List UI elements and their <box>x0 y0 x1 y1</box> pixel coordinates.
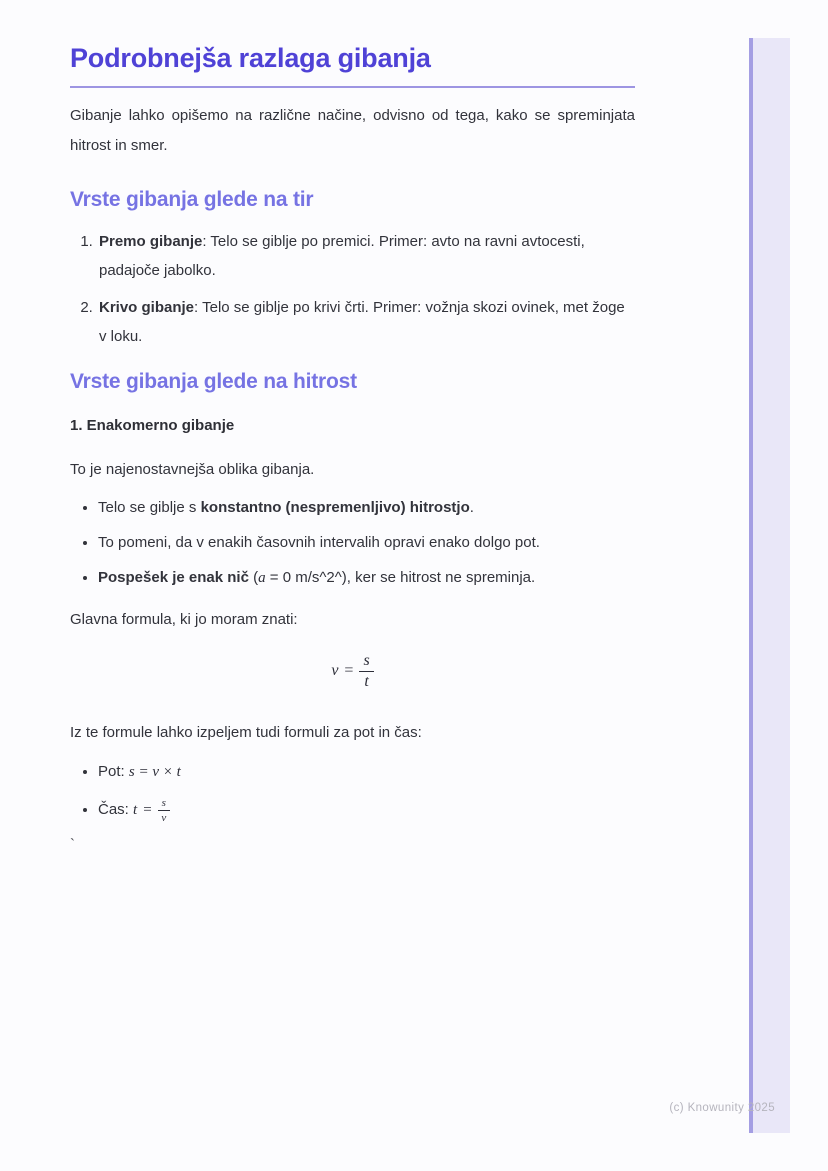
display-formula-v-s-t <box>70 652 635 690</box>
cas-formula <box>133 797 170 825</box>
fraction-s-over-v <box>158 797 170 824</box>
list-item-premo-term: Premo gibanje <box>99 233 203 250</box>
title-underline <box>70 86 635 88</box>
equals-sign: = <box>344 661 354 679</box>
bullet-cas-formula <box>98 797 635 824</box>
bullet-1-pre: Telo se giblje s <box>98 499 201 516</box>
right-accent-bar <box>749 38 790 1133</box>
fraction-denominator: t <box>364 672 369 690</box>
list-item-krivo <box>97 293 635 351</box>
list-item-krivo-term: Krivo gibanje <box>99 299 195 316</box>
bullet-1-post: . <box>469 499 474 516</box>
document-content <box>70 0 635 853</box>
bullet-1-bold: konstantno (nespremenljivo) hitrostjo <box>200 499 470 516</box>
bullet-pot-formula <box>98 761 635 783</box>
lead-paragraph: To je najenostavnejša oblika gibanja. <box>70 461 315 478</box>
tir-numbered-list <box>70 227 635 351</box>
bullet-3-rest: = 0 m/s^2^), ker se hitrost ne spreminja. <box>265 569 536 586</box>
list-item-premo-text: : Telo se giblje po premici. Primer: avto na ravni avtocesti, padajoče jabolko. <box>99 233 585 279</box>
bullet-enaki-intervali <box>98 533 635 553</box>
list-item-krivo-text: : Telo se giblje po krivi črti. Primer: vožnja skozi ovinek, met žoge v loku. <box>99 299 625 345</box>
fraction-numerator: s <box>359 652 373 672</box>
stray-backtick-character: ` <box>70 836 75 854</box>
intro-paragraph: Gibanje lahko opišemo na različne načine, odvisno od tega, kako se spreminjata hitrost in smer. <box>70 107 635 154</box>
list-item-premo <box>97 227 635 285</box>
math-var-a: a <box>258 570 266 586</box>
footer-copyright: (c) Knowunity 2025 <box>669 1102 775 1114</box>
cas-lhs: t <box>133 802 138 819</box>
pot-formula: s = v × t <box>128 764 181 781</box>
bullet-konstantna-hitrost <box>98 498 635 518</box>
cas-label: Čas: <box>98 801 134 819</box>
section-heading-tir: Vrste gibanja glede na tir <box>70 188 314 211</box>
cas-fraction-numerator: s <box>158 797 170 811</box>
cas-equals-sign: = <box>143 802 152 819</box>
derived-formulas-list <box>70 761 635 824</box>
fraction-s-over-t <box>359 652 373 690</box>
bullet-2-text: To pomeni, da v enakih časovnih intervalih opravi enako dolgo pot. <box>98 534 540 551</box>
properties-bullet-list <box>70 498 635 588</box>
cas-fraction-denominator: v <box>161 812 167 825</box>
derive-intro-paragraph: Iz te formule lahko izpeljem tudi formuli za pot in čas: <box>70 724 422 742</box>
formula-expression <box>331 652 373 690</box>
pot-label: Pot: <box>98 763 129 781</box>
page-title: Podrobnejša razlaga gibanja <box>70 43 431 73</box>
subheading-enakomerno: 1. Enakomerno gibanje <box>70 417 235 434</box>
formula-lhs: v <box>331 661 339 679</box>
section-heading-hitrost: Vrste gibanja glede na hitrost <box>70 370 357 393</box>
bullet-pospesek-nic <box>98 568 635 588</box>
formula-intro-paragraph: Glavna formula, ki jo moram znati: <box>70 611 298 628</box>
bullet-3-bold: Pospešek je enak nič <box>98 569 249 586</box>
bullet-3-open: ( <box>248 569 259 586</box>
